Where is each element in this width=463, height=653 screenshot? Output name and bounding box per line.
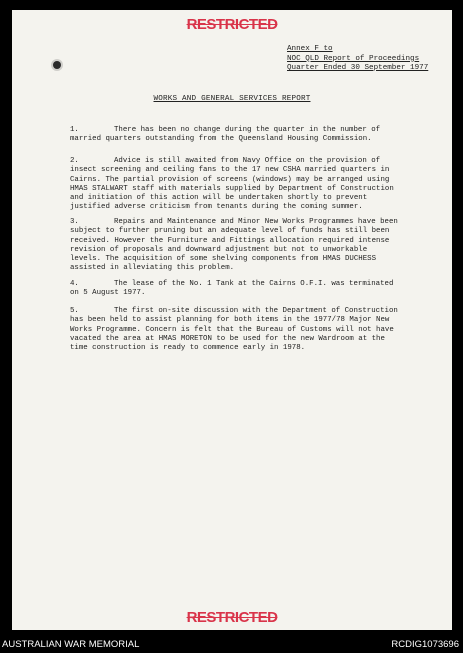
paragraph-number: 5. [70, 307, 79, 315]
paragraph-text: Repairs and Maintenance and Minor New Works Programmes have been subject to further pruning but an adequate level of funds has still been received. However the Furniture and Fittings allocation required intense revision of proposals and downward adjustment but not to unworkable levels. The acquisition of some shelving components from HMAS DUCHESS assisted in alleviating this problem. [70, 218, 398, 273]
restricted-stamp-top: RESTRICTED [186, 16, 278, 33]
archive-footer [0, 638, 463, 653]
paragraph-text: Advice is still awaited from Navy Office on the provision of insect screening and ceiling fans to the 17 new CSHA married quarters in Cairns. The partial provision of screens (windows) may be arranged using HMAS STALWART staff with materials supplied by Department of Construction and initiation of this action will be undertaken shortly to prevent justified adverse criticism from tenants during the coming summer. [70, 157, 394, 212]
footer-institution: AUSTRALIAN WAR MEMORIAL [2, 639, 140, 650]
footer-record-id: RCDIG1073696 [391, 639, 459, 650]
document-page [12, 10, 452, 630]
paragraph-number: 4. [70, 280, 79, 288]
paragraph-number: 1. [70, 126, 79, 134]
annex-reference [287, 45, 428, 74]
annex-line-3: Quarter Ended 30 September 1977 [287, 64, 429, 72]
paragraph-number: 3. [70, 218, 79, 226]
paragraph-3 [70, 218, 400, 274]
paragraph-4 [70, 280, 400, 299]
annex-line-2: NOC QLD Report of Proceedings [287, 54, 420, 63]
paragraph-number: 2. [70, 157, 79, 165]
punch-hole [53, 61, 61, 69]
annex-line-1: Annex F to [287, 45, 333, 53]
paragraph-text: The first on-site discussion with the Department of Construction has been held to assist planning for both items in the 1977/78 Major New Works Programme. Concern is felt that the Bureau of Customs will not have vacated the area at HMAS MORETON to be used for the new Wardroom at the time construction is ready to commence early in 1978. [70, 307, 398, 353]
paragraph-text: There has been no change during the quarter in the number of married quarters outstanding from the Queensland Housing Commission. [70, 126, 381, 144]
paragraph-5 [70, 307, 400, 353]
report-title: WORKS AND GENERAL SERVICES REPORT [153, 95, 311, 103]
paragraph-text: The lease of the No. 1 Tank at the Cairns O.F.I. was terminated on 5 August 1977. [70, 280, 394, 298]
paragraph-2 [70, 157, 400, 213]
paragraph-1 [70, 126, 400, 145]
restricted-stamp-bottom: RESTRICTED [186, 609, 278, 626]
